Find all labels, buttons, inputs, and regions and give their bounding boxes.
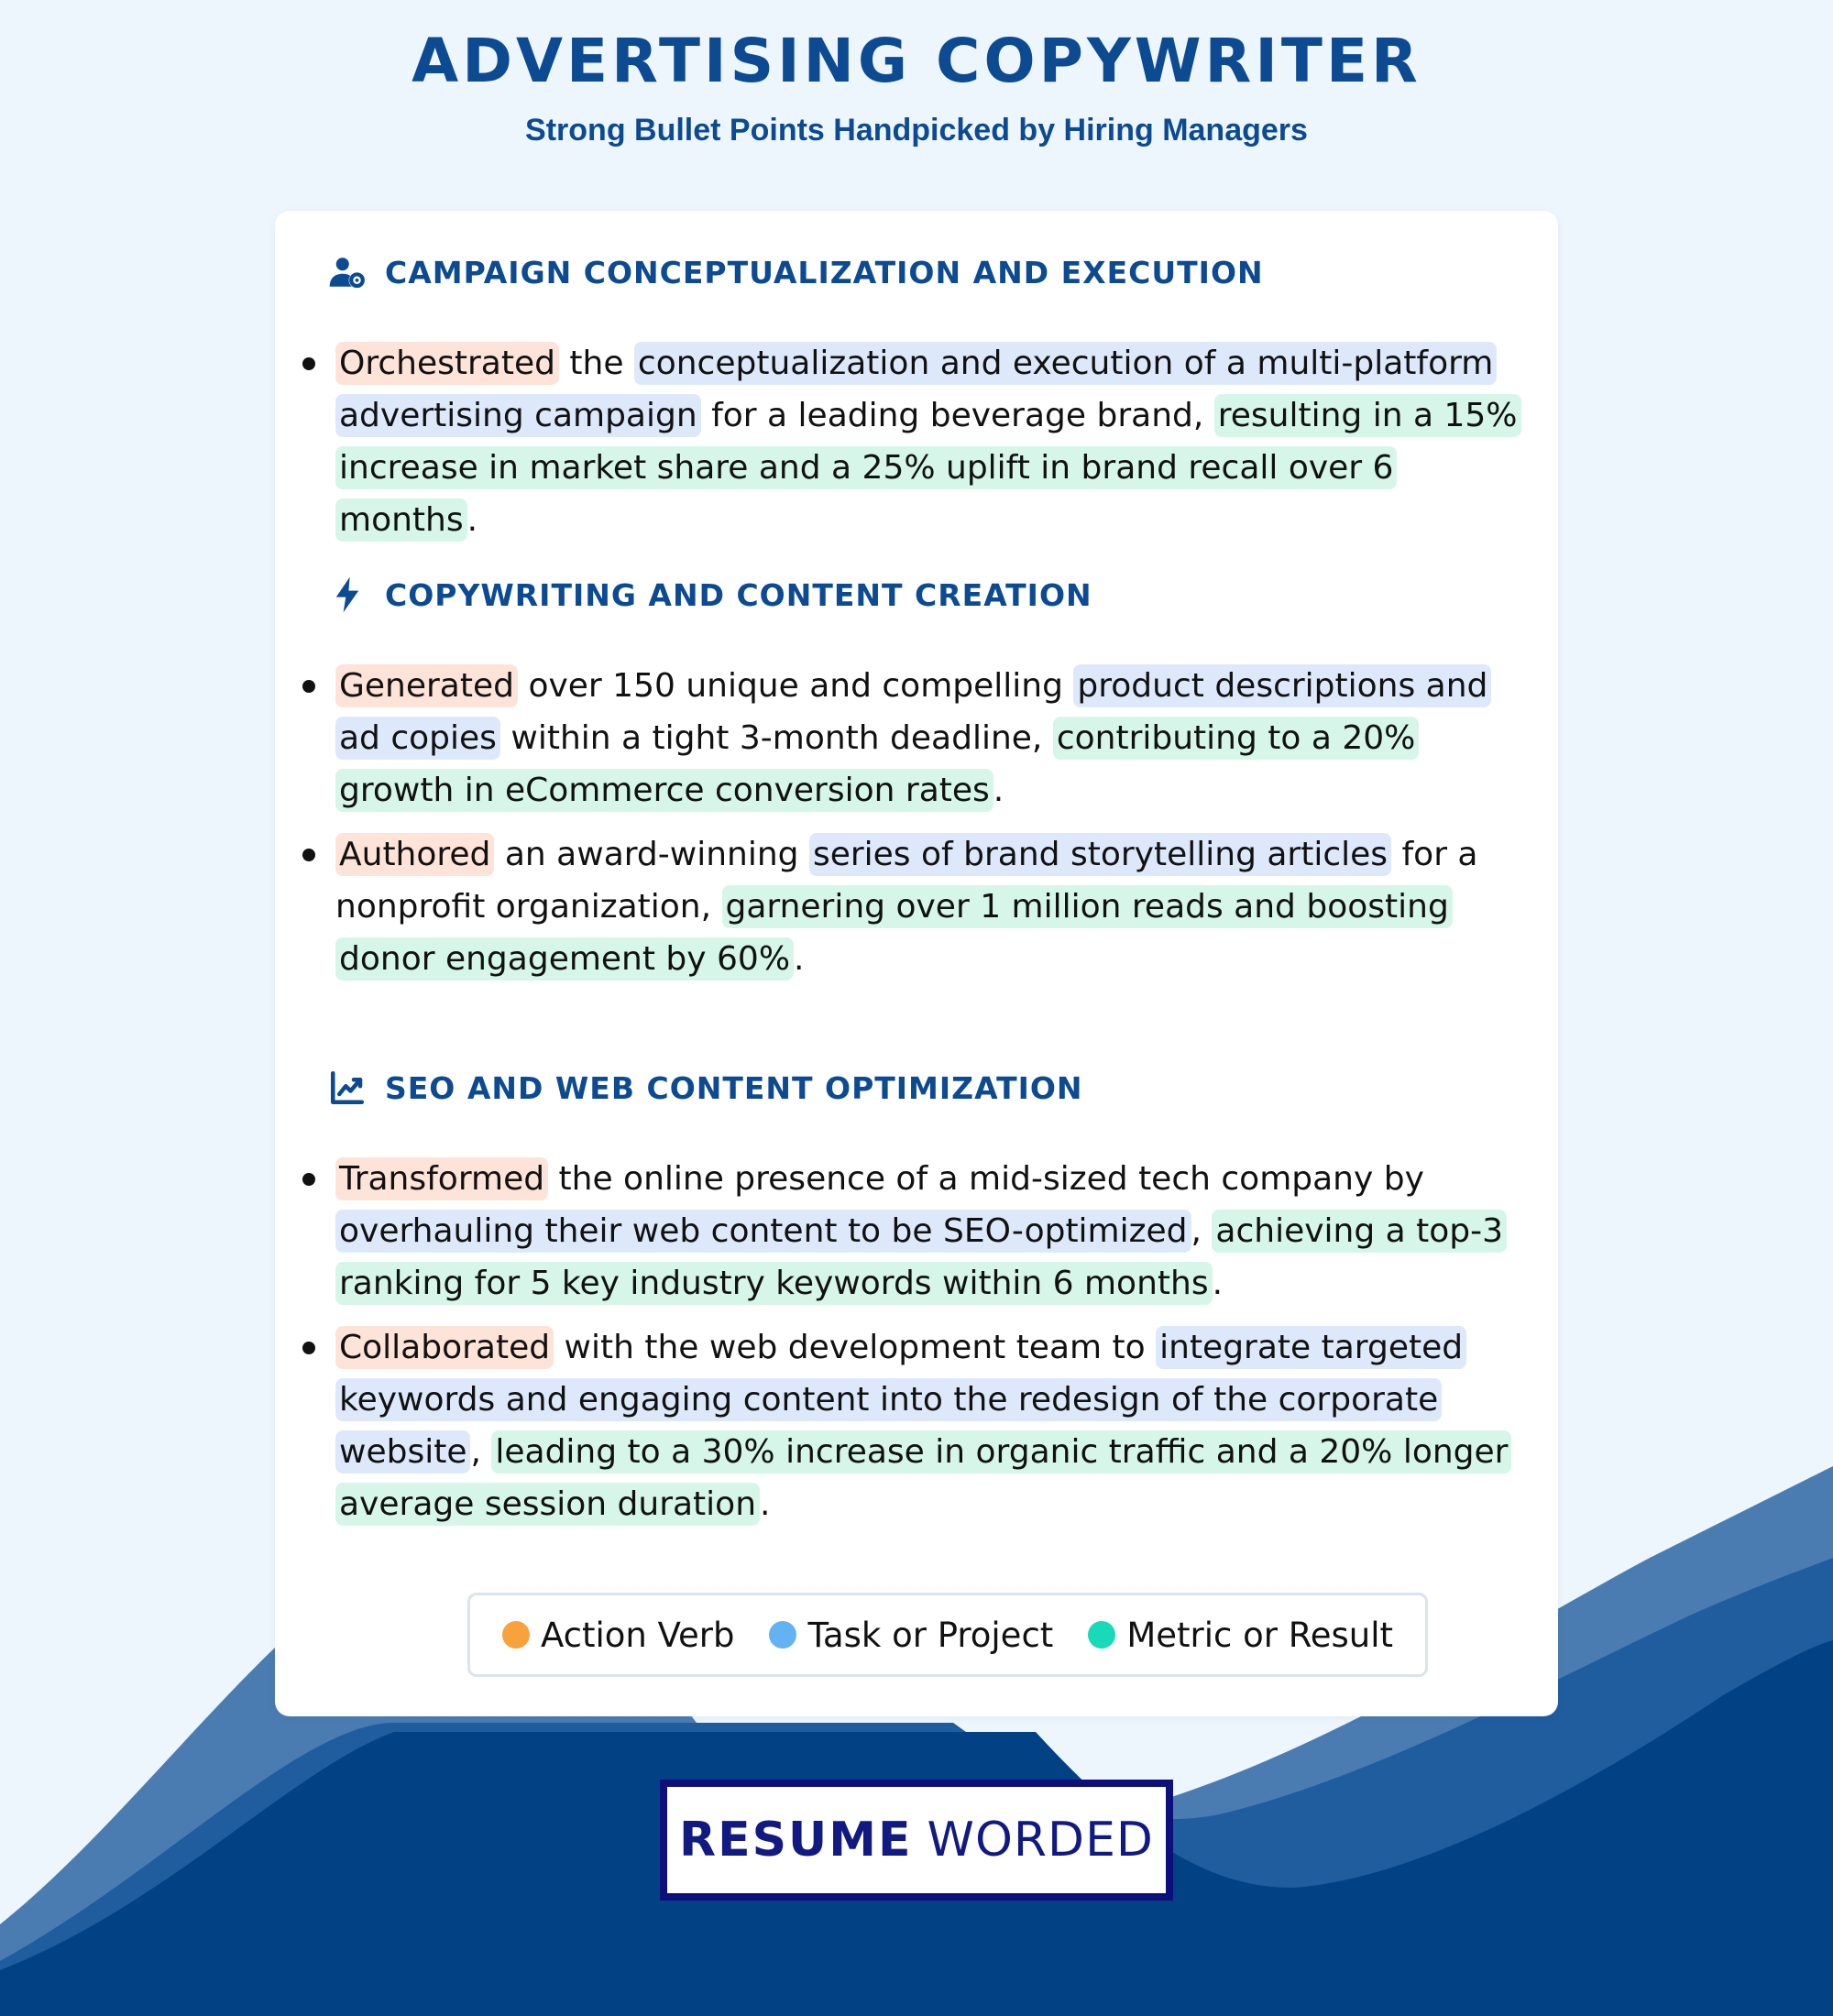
task-highlight: conceptualization and execution of a multi-platform advertising campaign [335,342,1497,437]
section-title: COPYWRITING AND CONTENT CREATION [385,576,1092,613]
bullet-text: with the web development team to [554,1329,1157,1366]
bullet-points-card [275,211,1558,1716]
metric-highlight: achieving a top-3 ranking for 5 key industry keywords within 6 months [335,1210,1507,1305]
bullet-text: . [466,501,478,539]
bullet-list [275,660,1558,997]
task-highlight: overhauling their web content to be SEO-optimized [335,1210,1191,1253]
trending-chart-icon [328,1068,367,1107]
teal-dot-icon [1088,1621,1115,1649]
bullet-text: , [470,1433,492,1471]
bullet-dot-icon [302,680,315,693]
bullet-text: for a leading beverage brand, [700,397,1214,434]
bullet-text: . [993,772,1004,809]
bullet-list [275,337,1558,558]
bullet-dot-icon [302,849,315,861]
page-header [0,26,1833,148]
legend-label: Task or Project [807,1615,1054,1655]
bullet-list [275,1153,1558,1542]
section-title: SEO AND WEB CONTENT OPTIMIZATION [385,1069,1083,1106]
legend-item-metric-or-result [1088,1616,1393,1655]
action-verb-highlight: Orchestrated [335,342,559,385]
bullet-text: the [558,345,634,382]
bullet-dot-icon [302,1173,315,1186]
legend-item-action-verb [502,1616,735,1655]
action-verb-highlight: Generated [335,664,518,707]
task-highlight: series of brand storytelling articles [809,833,1391,876]
bullet-text: for a nonprofit organization, [335,836,1478,926]
metric-highlight: leading to a 30% increase in organic traffic and a 20% longer average session duration [335,1430,1511,1526]
orange-dot-icon [502,1621,530,1649]
bullet-item [275,337,1558,546]
user-cog-icon [328,253,367,291]
bullet-text: . [794,940,805,978]
blue-dot-icon [769,1621,796,1649]
legend-item-task-or-project [769,1616,1053,1655]
section-title: CAMPAIGN CONCEPTUALIZATION AND EXECUTION [385,254,1264,290]
task-highlight: integrate targeted keywords and engaging content into the redesign of the corporate website [335,1326,1466,1474]
logo-text-light: WORDED [927,1813,1154,1868]
metric-highlight: contributing to a 20% growth in eCommerce conversion rates [335,717,1419,812]
bullet-text: over 150 unique and compelling [518,667,1074,705]
section-heading [328,249,1264,295]
bullet-text: , [1191,1212,1213,1250]
action-verb-highlight: Transformed [335,1157,548,1200]
bullet-text: . [760,1485,771,1523]
logo-text-strong: RESUME [679,1813,913,1868]
page-subtitle: Strong Bullet Points Handpicked by Hiring Managers [525,113,1308,148]
bullet-text: an award-winning [494,836,809,873]
section-heading [328,572,1092,618]
legend-label: Action Verb [540,1615,735,1655]
bullet-text: within a tight 3-month deadline, [499,719,1053,757]
action-verb-highlight: Authored [335,833,494,876]
bullet-text: the online presence of a mid-sized tech company by [548,1160,1424,1198]
bullet-dot-icon [302,357,315,370]
legend-label: Metric or Result [1126,1615,1394,1655]
bullet-text: . [1212,1265,1224,1302]
bullet-item [275,660,1558,816]
section-heading [328,1065,1083,1111]
bullet-item [275,828,1558,985]
bullet-dot-icon [302,1342,315,1354]
action-verb-highlight: Collaborated [335,1326,554,1369]
metric-highlight: resulting in a 15% increase in market share and a 25% uplift in brand recall over 6 months [335,394,1521,542]
highlight-legend [467,1593,1428,1677]
bullet-item [275,1321,1558,1530]
bullet-item [275,1153,1558,1309]
task-highlight: product descriptions and ad copies [335,664,1491,760]
lightning-bolt-icon [328,575,367,614]
metric-highlight: garnering over 1 million reads and boosting donor engagement by 60% [335,885,1453,981]
page-title: ADVERTISING COPYWRITER [412,26,1421,96]
resume-worded-logo [660,1780,1173,1901]
